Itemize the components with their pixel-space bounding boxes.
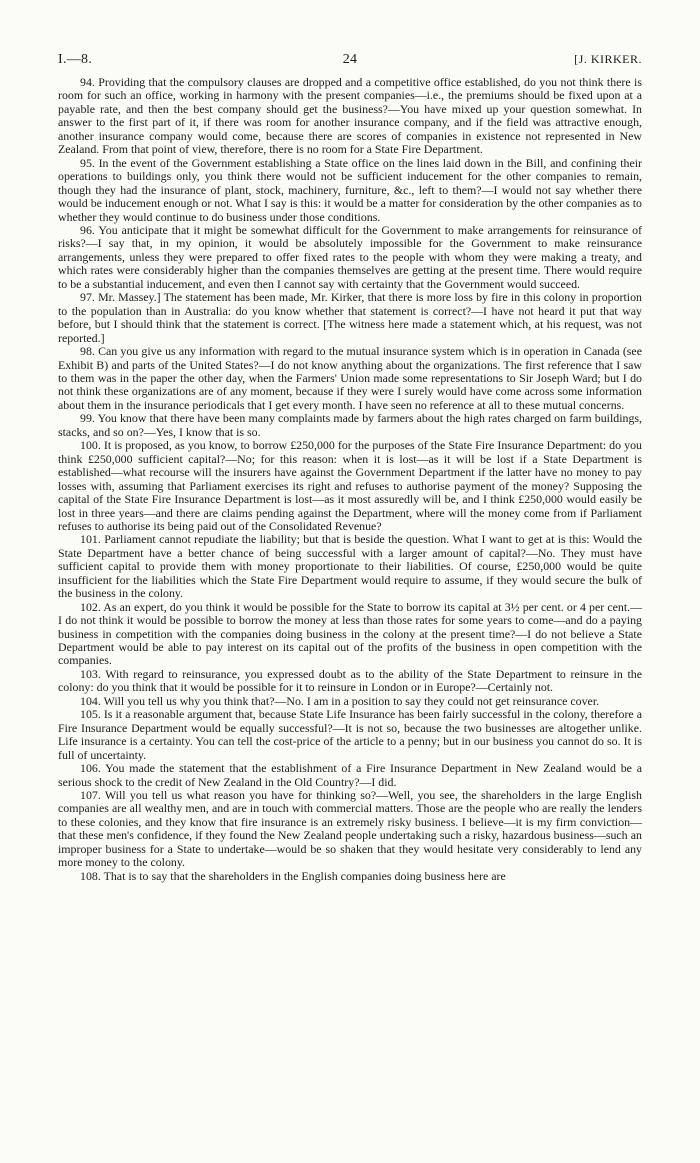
paragraph-100: 100. It is proposed, as you know, to borrow £250,000 for the purposes of the State Fire Insurance Department: do you think £250,000 sufficient capital?—No; for this reason: when it is lost—as it will be lost if a State Department is established—what recourse will the insurers have against the Government Department if the latter have no money to pay losses with, assuming that Parliament exercises its right and refuses to authorise payment of the money? Supposing the capital of the State Fire Insurance Department is lost—as it most assuredly will be, and I think £250,000 would easily be lost in three years—and there are claims pending against the Department, where will the money come from if Parliament refuses to authorise its being paid out of the Consolidated Revenue?	[58, 438, 642, 533]
paragraph-94: 94. Providing that the compulsory clauses are dropped and a competitive office established, do you not think there is room for such an office, working in harmony with the present companies—i.e., the premiums should be fixed upon at a payable rate, and then the best company should get the business?—You have mixed up your question somewhat. In answer to the first part of it, if there was room for another insurance company, and if the field was attractive enough, another insurance company would come, because there are scores of companies in existence not represented in New Zealand. From that point of view, therefore, there is no room for a State Fire Department.	[58, 75, 642, 157]
paragraph-108: 108. That is to say that the shareholders in the English companies doing business here are	[80, 868, 506, 883]
evidence-text	[58, 76, 642, 883]
paragraph-101: 101. Parliament cannot repudiate the liability; but that is beside the question. What I want to get at is this: Would the State Department have a better chance of being successful with a larger amount of capital?—No. They must have sufficient capital to provide them with money proportionate to their liabilities. Of course, £250,000 would be quite insufficient for the liabilities which the State Fire Department would require to assume, if they would secure the bulk of the business in the colony.	[58, 532, 642, 601]
paragraph-97: 97. Mr. Massey.] The statement has been made, Mr. Kirker, that there is more loss by fire in this colony in proportion to the population than in Australia: do you know whether that statement is correct?—I have not heard it put that way before, but I should think that the statement is correct. [The witness here made a statement which, at his request, was not reported.]	[58, 290, 642, 345]
page-header	[58, 52, 642, 70]
paragraph-99: 99. You know that there have been many complaints made by farmers about the high rates charged on farm buildings, stacks, and so on?—Yes, I know that is so.	[58, 411, 642, 439]
paragraph-106: 106. You made the statement that the establishment of a Fire Insurance Department in New Zealand would be a serious shock to the credit of New Zealand in the Old Country?—I did.	[58, 761, 642, 789]
paragraph-96: 96. You anticipate that it might be somewhat difficult for the Government to make arrangements for reinsurance of risks?—I say that, in my opinion, it would be absolutely impossible for the Government to make reinsurance arrangements, unless they were prepared to offer fixed rates to the people with whom they were making a treaty, and which rates were considerably higher than the companies themselves are getting at the present time. There would require to be a substantial inducement, and even then I cannot say with certainty that the Government would succeed.	[58, 222, 642, 291]
paragraph-104: 104. Will you tell us why you think that?—No. I am in a position to say they could not get reinsurance cover.	[80, 693, 600, 708]
witness-name: [J. KIRKER.	[574, 52, 642, 66]
paragraph-102: 102. As an expert, do you think it would be possible for the State to borrow its capital at 3½ per cent. or 4 per cent.—I do not think it would be possible to borrow the money at less than those rates for some years to come—and do a paying business in competition with the companies doing business in the colony at the present time?—I do not believe a State Department would be able to pay interest on its capital out of the profits of the business in open competition with the companies.	[58, 599, 642, 668]
paragraph-98: 98. Can you give us any information with regard to the mutual insurance system which is in operation in Canada (see Exhibit B) and parts of the United States?—I do not know anything about the organizations. The first reference that I saw to them was in the paper the other day, when the Farmers' Union made some representations to Sir Joseph Ward; but I do not think these organizations are of any moment, because if they were I surely would have come across some information about them in the insurance periodicals that I get every month. I have seen no reference at all to these mutual concerns.	[58, 344, 642, 412]
paper-reference: I.—8.	[58, 52, 93, 67]
paragraph-107: 107. Will you tell us what reason you have for thinking so?—Well, you see, the shareholders in the large English companies are all wealthy men, and are in touch with commercial matters. Those are the people who are really the lenders to these colonies, and they know that fire insurance is an extremely risky business. I believe—it is my firm conviction—that these men's confidence, if they found the New Zealand people undertaking such a risky, hazardous business—such an improper business for a State to undertake—would be so shaken that they would hesitate very considerably to lend any more money to the colony.	[58, 788, 642, 870]
paragraph-95: 95. In the event of the Government establishing a State office on the lines laid down in the Bill, and confining their operations to buildings only, you think there would not be sufficient inducement for the other companies to remain, though they had the insurance of plant, stock, machinery, furniture, &c., left to them?—I would not say whether there would be inducement enough or not. What I say is this: it would be a matter for consideration by the other companies as to whether they would continue to do business under those conditions.	[58, 155, 642, 224]
page-number: 24	[342, 52, 358, 67]
paragraph-105: 105. Is it a reasonable argument that, because State Life Insurance has been fairly successful in the colony, therefore a Fire Insurance Department would be equally successful?—It is not so, because the two businesses are altogether unlike. Life insurance is a certainty. You can tell the cost-price of the article to a penny; but in our business you cannot do so. It is full of uncertainty.	[58, 707, 642, 762]
paragraph-103: 103. With regard to reinsurance, you expressed doubt as to the ability of the State Department to reinsure in the colony: do you think that it would be possible for it to reinsure in London or in Europe?—Certainly not.	[58, 666, 642, 695]
